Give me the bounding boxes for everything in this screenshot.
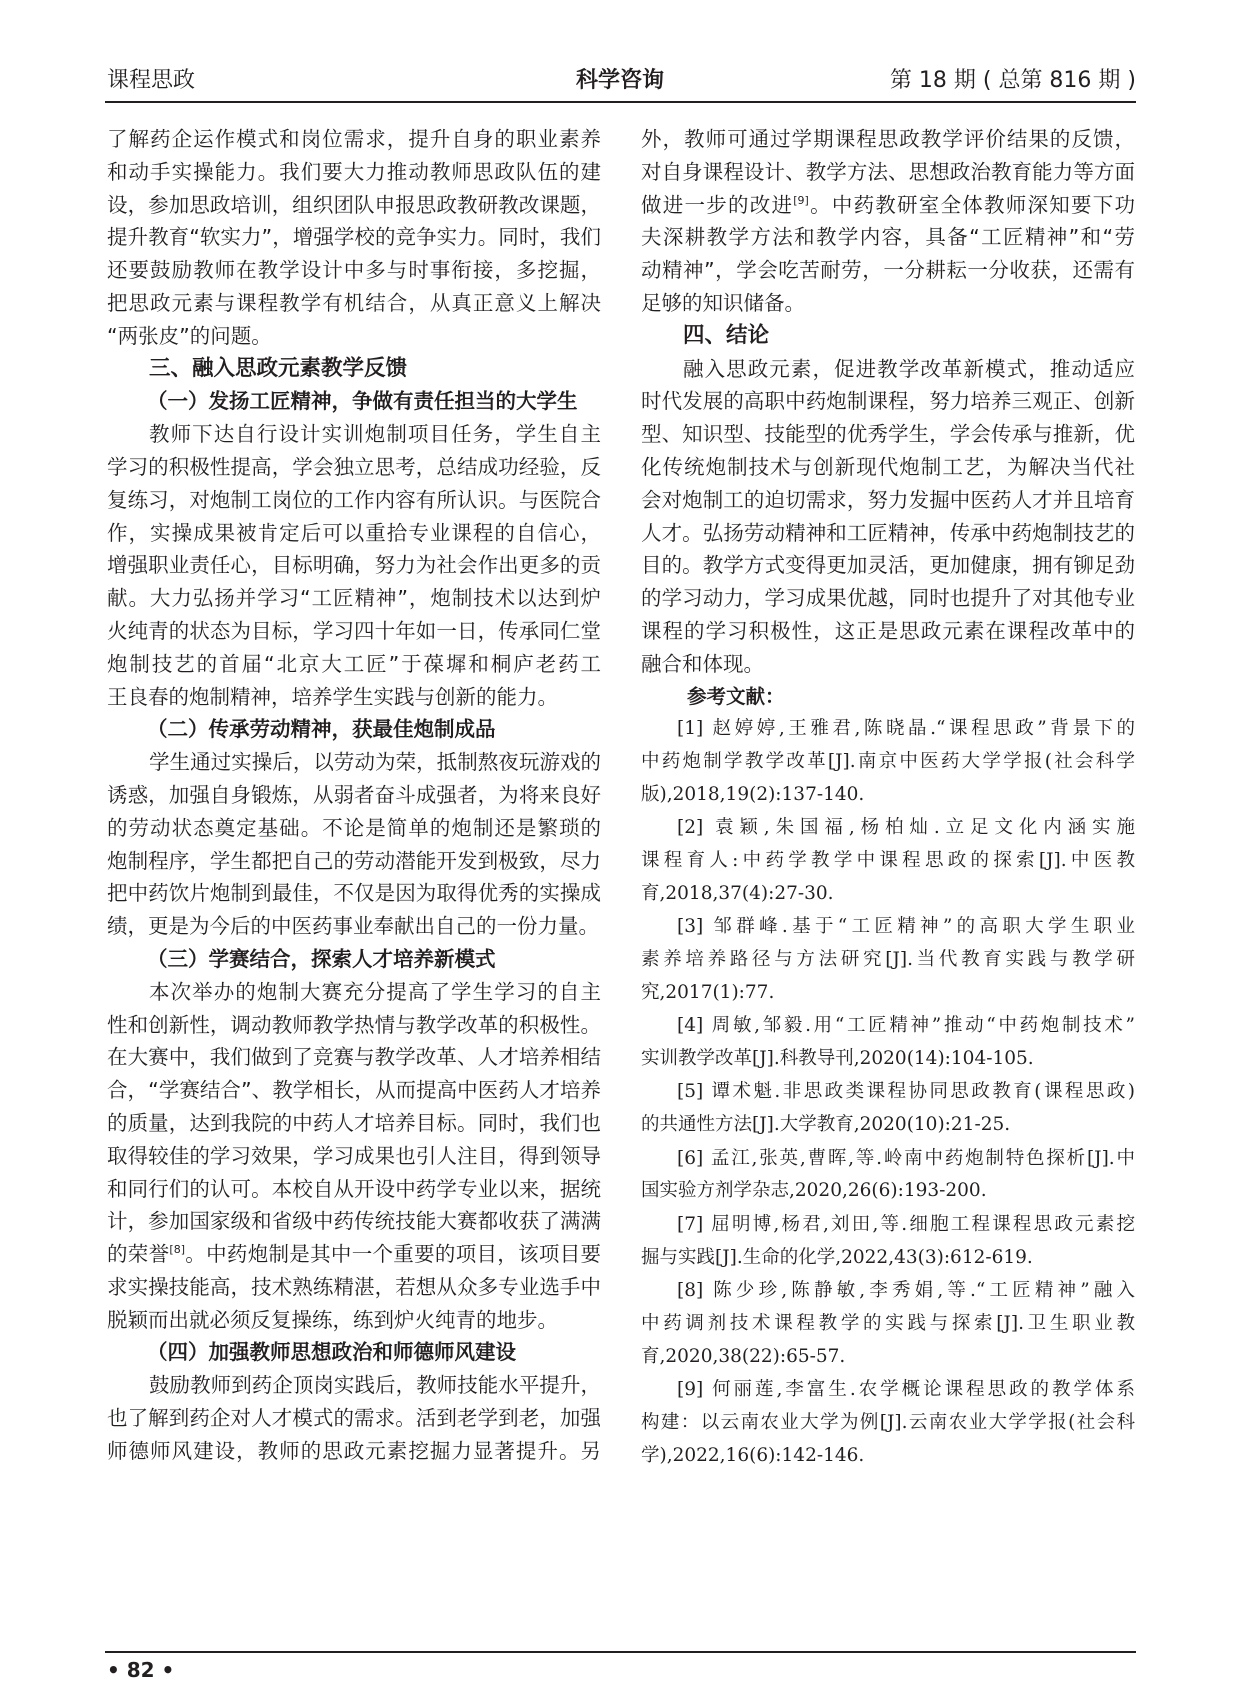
text-line: 诱惑，加强自身锻炼，从弱者奋斗成强者，为将来良好 [107, 782, 601, 807]
text-line: [5] 谭术魁.非思政类课程协同思政教育(课程思政) [677, 1081, 1135, 1103]
text-line: 掘与实践[J].生命的化学,2022,43(3):612-619. [641, 1246, 1033, 1268]
text-line: 性和创新性，调动教师教学热情与教学改革的积极性。 [107, 1012, 601, 1037]
text-line: “两张皮”的问题。 [107, 323, 272, 348]
text-line: 在大赛中，我们做到了竞赛与教学改革、人才培养相结 [107, 1045, 601, 1070]
text-line: [4] 周敏,邹毅.用“工匠精神”推动“中药炮制技术” [677, 1015, 1135, 1037]
text-line: 作，实操成果被肯定后可以重拾专业课程的自信心， [107, 520, 601, 545]
text-line: 学),2022,16(6):142-146. [641, 1444, 865, 1466]
text-line: 对自身课程设计、教学方法、思想政治教育能力等方面 [641, 159, 1135, 184]
text-line: 的共通性方法[J].大学教育,2020(10):21-25. [641, 1114, 1011, 1136]
text-line: 和同行们的认可。本校自从开设中药学专业以来，据统 [107, 1176, 601, 1201]
paragraph [107, 746, 601, 943]
text-line: 融入思政元素，促进教学改革新模式，推动适应 [683, 356, 1135, 381]
text-line: 把思政元素与课程教学有机结合，从真正意义上解决 [107, 290, 601, 315]
text-line: 育,2018,37(4):27-30. [641, 882, 834, 904]
text-line: [1] 赵婷婷,王雅君,陈晓晶.“课程思政”背景下的 [677, 718, 1135, 740]
text-segment: 的荣誉 [107, 1242, 170, 1267]
reference-entry [641, 1143, 1135, 1209]
text-line: 的劳动状态奠定基础。不论是简单的炮制还是繁琐的 [107, 815, 601, 840]
text-line [107, 1238, 601, 1271]
text-line: 炮制程序，学生都把自己的劳动潜能开发到极致，尽力 [107, 848, 601, 873]
text-line: （三）学赛结合，探索人才培养新模式 [147, 946, 496, 971]
text-line: [3] 邹群峰.基于“工匠精神”的高职大学生职业 [677, 916, 1135, 938]
text-line: 究,2017(1):77. [641, 981, 775, 1003]
text-line: 的质量，达到我院的中药人才培养目标。同时，我们也 [107, 1110, 601, 1135]
text-line: （二）传承劳动精神，获最佳炮制成品 [147, 717, 496, 742]
text-line: 火纯青的状态为目标，学习四十年如一日，传承同仁堂 [107, 618, 601, 643]
paragraph [107, 976, 601, 1337]
reference-entry [641, 812, 1135, 910]
text-line: 足够的知识储备。 [641, 290, 805, 315]
text-line: 实训教学改革[J].科教导刊,2020(14):104-105. [641, 1048, 1034, 1070]
paragraph [107, 418, 601, 713]
running-header-section: 课程思政 [107, 68, 196, 93]
text-line: 型、知识型、技能型的优秀学生，学会传承与推新，优 [641, 422, 1135, 447]
text-line: 师德师风建设，教师的思政元素挖掘力显著提升。另 [107, 1438, 601, 1463]
text-line [641, 189, 1135, 222]
text-line: 中药调剂技术课程教学的实践与探索[J].卫生职业教 [641, 1312, 1135, 1334]
subsection-heading [107, 943, 601, 976]
text-line: [7] 屈明博,杨君,刘田,等.细胞工程课程思政元素挖 [677, 1213, 1135, 1235]
text-line: 参考文献： [687, 684, 785, 708]
text-line: [2] 袁颖,朱国福,杨柏灿.立足文化内涵实施 [677, 817, 1135, 839]
text-segment: 。中药炮制是其中一个重要的项目，该项目要 [185, 1242, 602, 1267]
text-line: 时代发展的高职中药炮制课程，努力培养三观正、创新 [641, 389, 1135, 414]
text-line: 计，参加国家级和省级中药传统技能大赛都收获了满满 [107, 1209, 601, 1234]
reference-entry [641, 713, 1135, 811]
text-line: 合，“学赛结合”、教学相长，从而提高中医药人才培养 [107, 1078, 601, 1103]
references-heading [641, 681, 1135, 714]
section-heading [641, 320, 1135, 353]
paragraph-continued [107, 123, 601, 353]
text-line: [6] 孟江,张英,曹晖,等.岭南中药炮制特色探析[J].中 [677, 1147, 1135, 1169]
text-line: 学生通过实操后，以劳动为荣，抵制熬夜玩游戏的 [149, 750, 601, 775]
text-line: 国实验方剂学杂志,2020,26(6):193-200. [641, 1180, 987, 1202]
subsection-heading [107, 385, 601, 418]
citation-superscript: [8] [169, 1243, 185, 1257]
reference-entry [641, 1010, 1135, 1076]
text-line: 版),2018,19(2):137-140. [641, 783, 865, 805]
text-line: 融合和体现。 [641, 651, 764, 676]
text-line: 炮制技艺的首届“北京大工匠”于葆墀和桐庐老药工 [107, 651, 601, 676]
text-line: 王良春的炮制精神，培养学生实践与创新的能力。 [107, 684, 558, 709]
text-line: 设，参加思政培训，组织团队申报思政教研教改课题， [107, 192, 601, 217]
subsection-heading [107, 1336, 601, 1369]
text-line: 育,2020,38(22):65-57. [641, 1345, 846, 1367]
section-heading [107, 353, 601, 386]
text-line: 脱颖而出就必须反复操练，练到炉火纯青的地步。 [107, 1307, 558, 1332]
text-line: 课程育人:中药学教学中课程思政的探索[J].中医教 [641, 850, 1135, 872]
text-line: 提升教育“软实力”，增强学校的竞争实力。同时，我们 [107, 225, 601, 250]
text-line: 外，教师可通过学期课程思政教学评价结果的反馈， [641, 127, 1135, 151]
text-line: 化传统炮制技术与创新现代炮制工艺，为解决当代社 [641, 454, 1135, 479]
text-line: 把中药饮片炮制到最佳，不仅是因为取得优秀的实操成 [107, 881, 601, 906]
running-header-issue: 第 18 期 ( 总第 816 期 ) [889, 68, 1136, 93]
left-column [107, 123, 601, 1468]
reference-entry [641, 1275, 1135, 1373]
text-line: [8] 陈少珍,陈静敏,李秀娟,等.“工匠精神”融入 [677, 1280, 1135, 1302]
reference-entry [641, 1209, 1135, 1275]
text-segment: 。中药教研室全体教师深知要下功 [808, 192, 1136, 217]
text-line: 教师下达自行设计实训炮制项目任务，学生自主 [149, 422, 601, 447]
text-line: 复练习，对炮制工岗位的工作内容有所认识。与医院合 [107, 487, 601, 512]
text-line: （一）发扬工匠精神，争做有责任担当的大学生 [147, 389, 578, 414]
text-line: [9] 何丽莲,李富生.农学概论课程思政的教学体系 [677, 1379, 1135, 1401]
reference-entry [641, 1076, 1135, 1142]
paragraph-continued [641, 123, 1135, 320]
citation-superscript: [9] [793, 193, 809, 207]
text-line: 了解药企运作模式和岗位需求，提升自身的职业素养 [107, 127, 601, 151]
text-line: 素养培养路径与方法研究[J].当代教育实践与教学研 [641, 949, 1135, 971]
text-line: 绩，更是为今后的中医药事业奉献出自己的一份力量。 [107, 914, 599, 939]
text-line: 三、融入思政元素教学反馈 [149, 355, 408, 381]
text-line: 的学习动力，学习成果优越，同时也提升了对其他专业 [641, 586, 1135, 611]
subsection-heading [107, 713, 601, 746]
text-segment: 做进一步的改进 [641, 192, 794, 217]
text-line: 目的。教学方式变得更加灵活，更加健康，拥有铆足劲 [641, 553, 1135, 578]
text-line: 夫深耕教学方法和教学内容，具备“工匠精神”和“劳 [641, 225, 1135, 250]
text-line: 学习的积极性提高，学会独立思考，总结成功经验，反 [107, 454, 601, 479]
header-rule [105, 101, 1136, 103]
text-line: 人才。弘扬劳动精神和工匠精神，传承中药炮制技艺的 [641, 520, 1135, 545]
text-line: 取得较佳的学习效果，学习成果也引人注目，得到领导 [107, 1143, 601, 1168]
page-number: • 82 • [107, 1658, 175, 1682]
paragraph [107, 1369, 601, 1467]
reference-entry [641, 1374, 1135, 1472]
right-column [641, 123, 1135, 1473]
text-line: 会对炮制工的迫切需求，努力发掘中医药人才并且培育 [641, 487, 1135, 512]
text-line: 构建：以云南农业大学为例[J].云南农业大学学报(社会科 [641, 1411, 1135, 1433]
running-header-journal: 科学咨询 [575, 68, 664, 93]
text-line: 还要鼓励教师在教学设计中多与时事衔接，多挖掘， [107, 258, 601, 283]
text-line: 求实操技能高，技术熟练精湛，若想从众多专业选手中 [107, 1274, 601, 1299]
text-line: 也了解到药企对人才模式的需求。活到老学到老，加强 [107, 1406, 601, 1431]
text-line: 四、结论 [683, 322, 770, 348]
text-line: 中药炮制学教学改革[J].南京中医药大学学报(社会科学 [641, 751, 1135, 773]
paragraph [641, 353, 1135, 681]
text-line: 鼓励教师到药企顶岗实践后，教师技能水平提升， [149, 1373, 601, 1398]
text-line: 献。大力弘扬并学习“工匠精神”，炮制技术以达到炉 [107, 586, 601, 611]
text-line: 本次举办的炮制大赛充分提高了学生学习的自主 [149, 979, 601, 1004]
text-line: 和动手实操能力。我们要大力推动教师思政队伍的建 [107, 159, 601, 184]
footer-rule [105, 1651, 1136, 1653]
text-line: 增强职业责任心，目标明确，努力为社会作出更多的贡 [107, 553, 601, 578]
text-line: 课程的学习积极性，这正是思政元素在课程改革中的 [641, 618, 1135, 643]
reference-entry [641, 911, 1135, 1009]
text-line: 动精神”，学会吃苦耐劳，一分耕耘一分收获，还需有 [641, 258, 1135, 283]
text-line: （四）加强教师思想政治和师德师风建设 [147, 1340, 516, 1365]
